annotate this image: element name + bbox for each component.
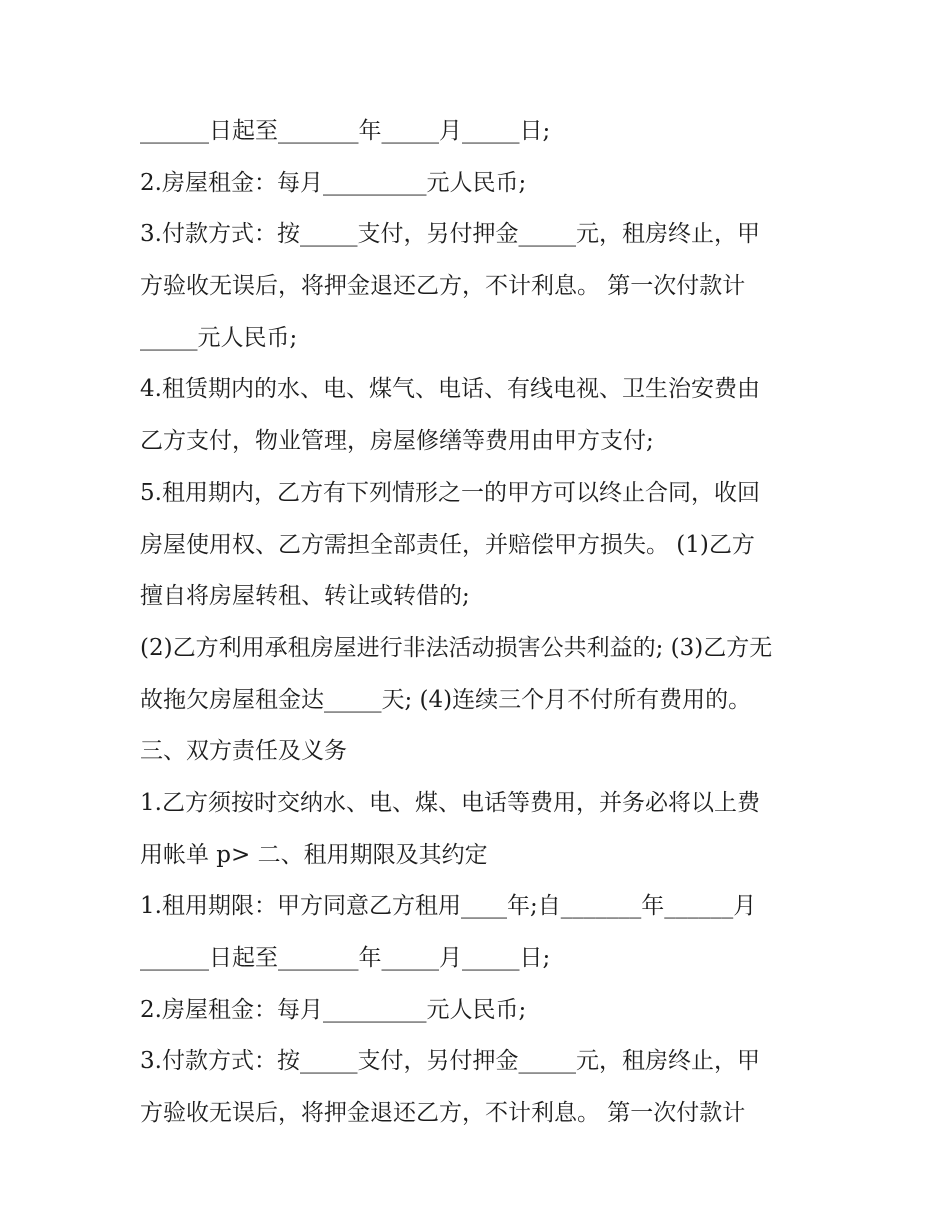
section-heading: 三、双方责任及义务	[140, 738, 347, 765]
text-line-15: 用帐单 p> 二、租用期限及其约定	[140, 841, 488, 868]
text-line-4: 方验收无误后，将押金退还乙方，不计利息。 第一次付款计	[140, 273, 746, 300]
text-line-5: _____元人民币;	[140, 324, 298, 351]
text-line-9: 房屋使用权、乙方需担全部责任，并赔偿甲方损失。 (1)乙方	[140, 531, 755, 558]
text-line-1: ______日起至_______年_____月_____日;	[140, 118, 551, 144]
text-line-17: ______日起至_______年_____月_____日;	[140, 945, 551, 971]
text-line-20: 方验收无误后，将押金退还乙方，不计利息。 第一次付款计	[140, 1100, 746, 1127]
text-line-19: 3.付款方式：按_____支付，另付押金_____元，租房终止，甲	[140, 1048, 760, 1075]
text-line-2: 2.房屋租金：每月_________元人民币;	[140, 169, 527, 196]
text-line-18: 2.房屋租金：每月_________元人民币;	[140, 996, 527, 1023]
text-line-12: 故拖欠房屋租金达_____天; (4)连续三个月不付所有费用的。	[140, 686, 752, 713]
document-body	[140, 106, 820, 1140]
text-line-6: 4.租赁期内的水、电、煤气、电话、有线电视、卫生治安费由	[140, 376, 760, 403]
text-line-11: (2)乙方利用承租房屋进行非法活动损害公共利益的; (3)乙方无	[140, 634, 773, 661]
text-line-16: 1.租用期限：甲方同意乙方租用____年;自_______年______月	[140, 893, 757, 920]
text-line-10: 擅自将房屋转租、转让或转借的;	[140, 583, 470, 610]
text-line-8: 5.租用期内，乙方有下列情形之一的甲方可以终止合同，收回	[140, 479, 760, 506]
text-line-7: 乙方支付，物业管理，房屋修缮等费用由甲方支付;	[140, 428, 654, 455]
text-line-3: 3.付款方式：按_____支付，另付押金_____元，租房终止，甲	[140, 221, 760, 248]
text-line-14: 1.乙方须按时交纳水、电、煤、电话等费用，并务必将以上费	[140, 789, 760, 816]
